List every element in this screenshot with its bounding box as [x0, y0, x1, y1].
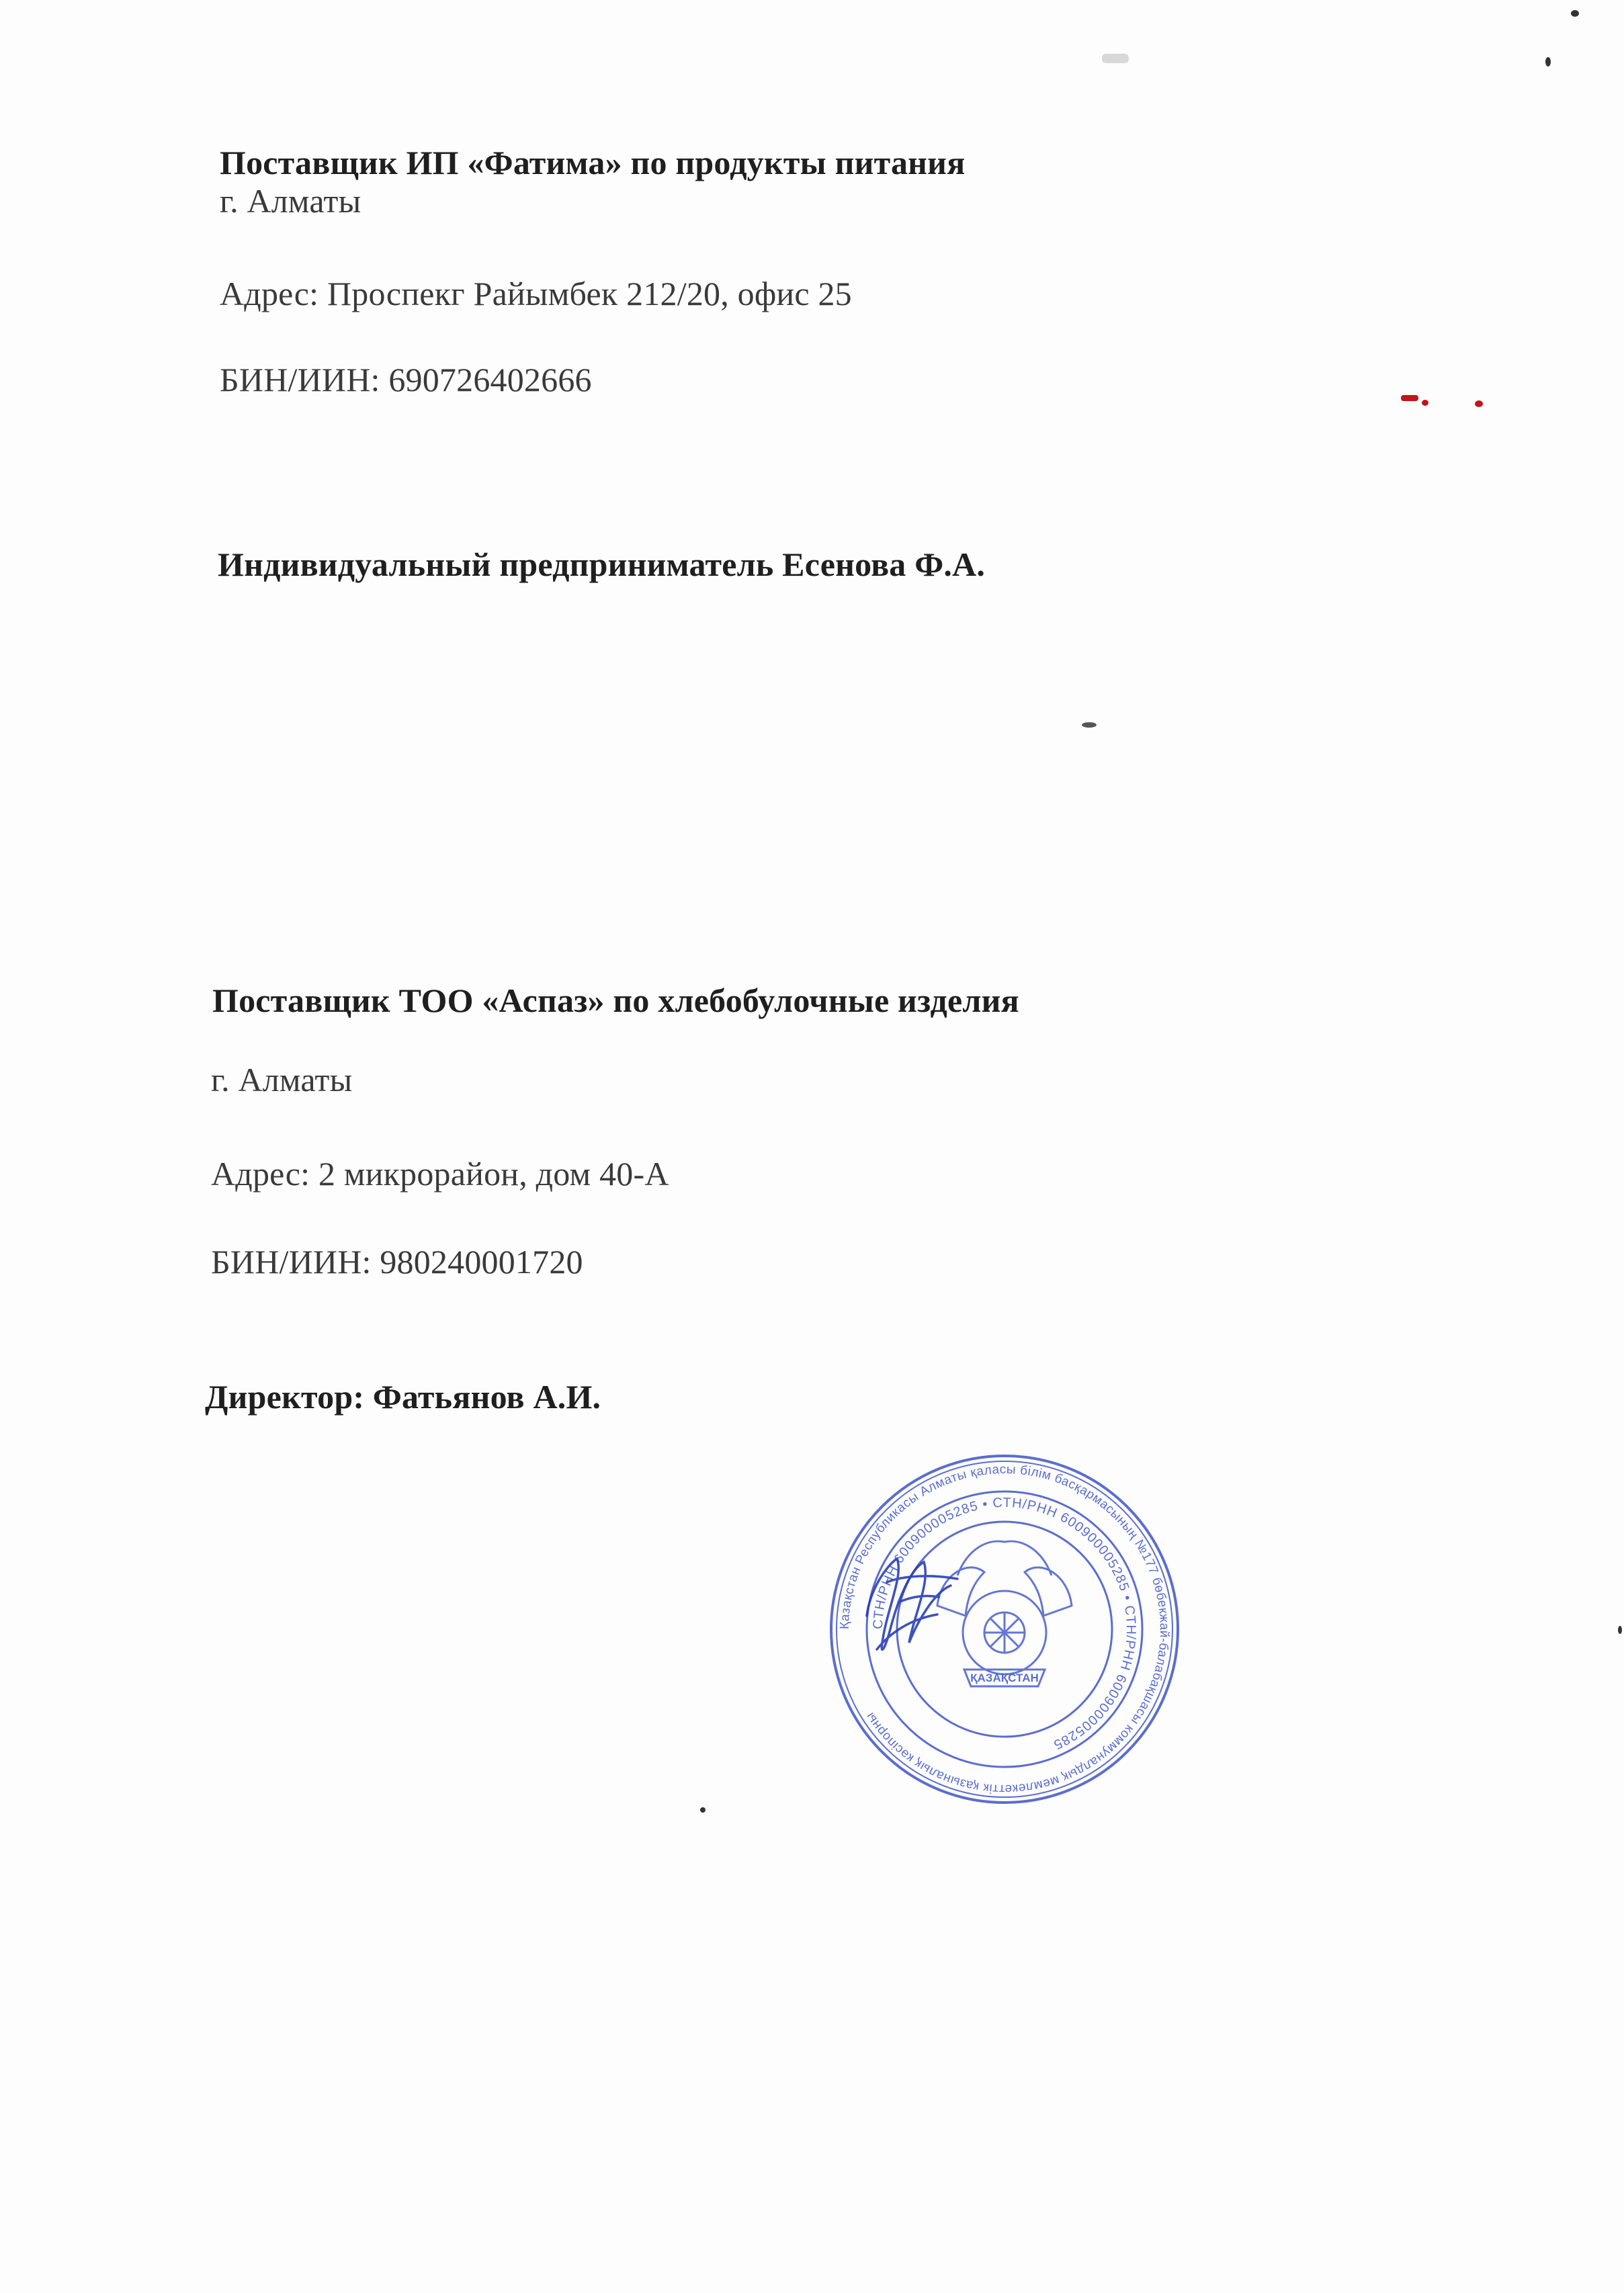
dust-speck	[1102, 54, 1129, 63]
supplier2-heading: Поставщик ТОО «Аспаз» по хлебобулочные изделия	[212, 982, 1019, 1019]
supplier1-bin: БИН/ИИН: 690726402666	[220, 361, 592, 398]
stamp-inner-text: СТН/РНН 600900005285 • СТН/РНН 600900005285 • СТН/РНН 600900005285	[870, 1495, 1139, 1753]
stamp-outer-text: Қазақстан Республикасы Алматы қаласы білім басқармасының №177 бөбекжай-балабақшасы коммуналдық мемлекеттік қазыналық кәсіпорны	[837, 1462, 1172, 1797]
supplier1-heading: Поставщик ИП «Фатима» по продукты питания	[220, 144, 966, 181]
supplier2-signatory: Директор: Фатьянов А.И.	[205, 1378, 601, 1416]
ink-speck	[1401, 395, 1418, 401]
supplier1-signatory: Индивидуальный предприниматель Есенова Ф.А.	[218, 546, 986, 583]
supplier2-bin: БИН/ИИН: 980240001720	[211, 1243, 583, 1281]
emblem-icon	[937, 1541, 1072, 1686]
dust-speck	[1571, 10, 1579, 17]
ink-speck	[1422, 400, 1428, 406]
stamp-center-text: ҚАЗАҚСТАН	[970, 1672, 1039, 1684]
dust-speck	[1618, 1626, 1622, 1634]
dust-speck	[1082, 722, 1097, 728]
dust-speck	[700, 1807, 706, 1813]
supplier1-city: г. Алматы	[220, 182, 361, 220]
supplier2-address: Адрес: 2 микрорайон, дом 40-А	[211, 1155, 669, 1193]
ink-speck	[1475, 400, 1483, 407]
supplier2-city: г. Алматы	[211, 1061, 353, 1098]
dust-speck	[1545, 57, 1551, 67]
official-stamp	[823, 1448, 1186, 1811]
supplier1-address: Адрес: Проспекг Райымбек 212/20, офис 25	[220, 275, 852, 312]
